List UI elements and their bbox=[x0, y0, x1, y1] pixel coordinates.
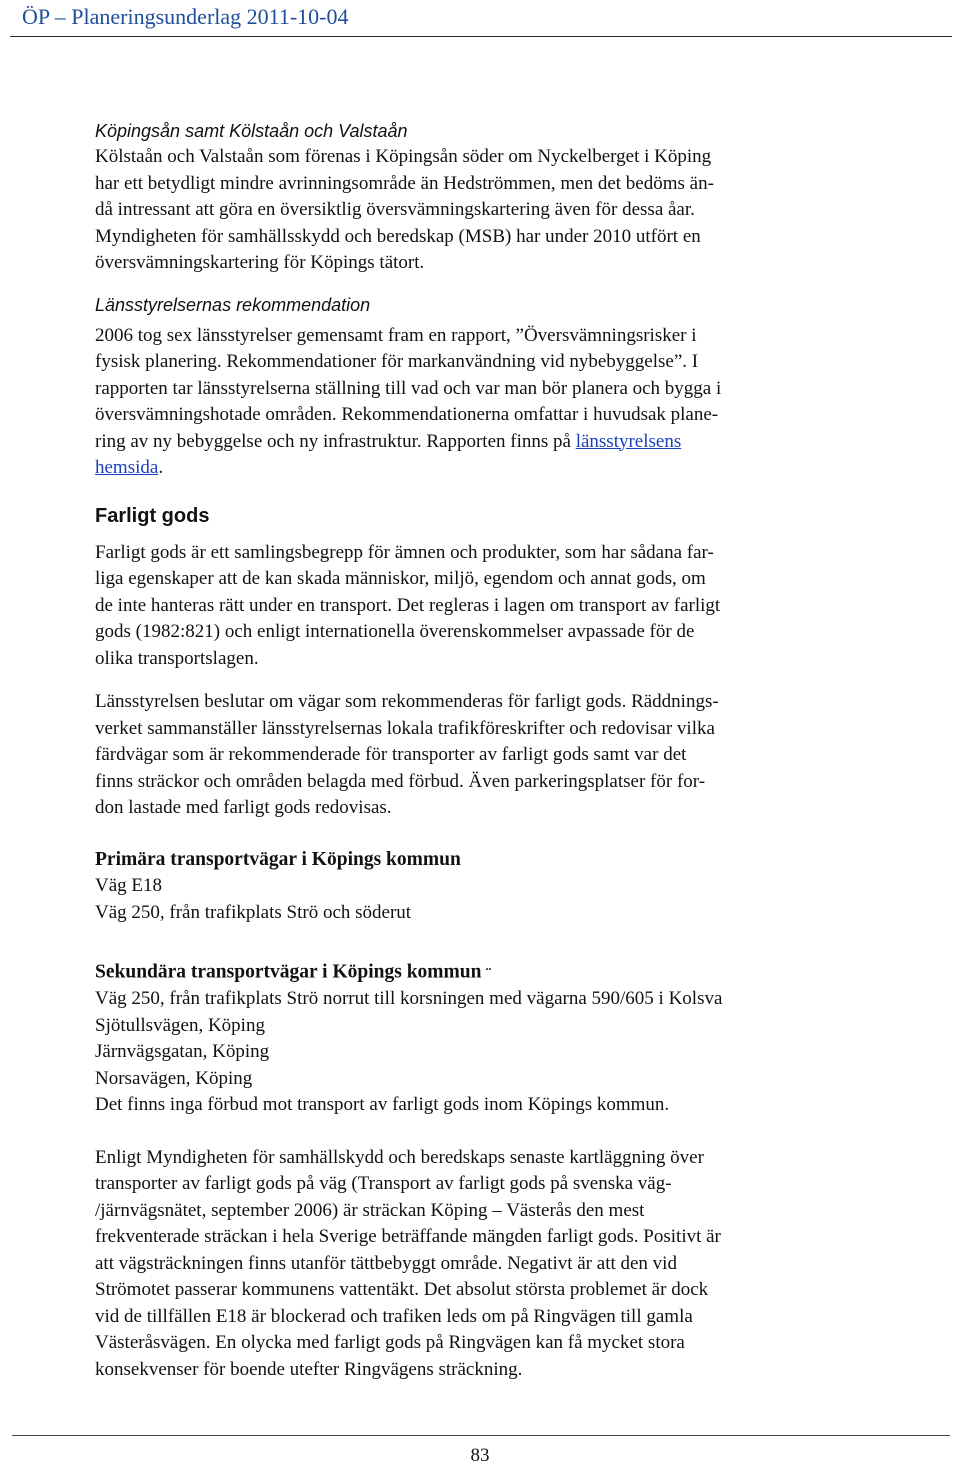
route-item: Sjötullsvägen, Köping bbox=[95, 1014, 265, 1036]
text-line: frekventerade sträckan i hela Sverige beträffande mängden farligt gods. Positivt är bbox=[95, 1226, 721, 1247]
text-line: finns sträckor och områden belagda med förbud. Även parkeringsplatser för for- bbox=[95, 770, 706, 792]
header-divider bbox=[10, 36, 952, 37]
route-item: Norsavägen, Köping bbox=[95, 1067, 253, 1089]
text-line: översvämningshotade områden. Rekommendationerna omfattar i huvudsak plane- bbox=[95, 404, 719, 425]
text-line: Västeråsvägen. En olycka med farligt gods på Ringvägen kan få mycket stora bbox=[95, 1332, 685, 1353]
text-line: verket sammanställer länsstyrelsernas lokala trafikföreskrifter och redovisar vilka bbox=[95, 717, 715, 739]
text-line: vid de tillfällen E18 är blockerad och trafiken leds om på Ringvägen till gamla bbox=[95, 1305, 693, 1327]
text-line: don lastade med farligt gods redovisas. bbox=[95, 797, 392, 818]
primary-routes-heading: Primära transportvägar i Köpings kommun bbox=[95, 848, 461, 870]
page-header bbox=[0, 0, 960, 42]
route-item: Väg 250, från trafikplats Strö norrut till korsningen med vägarna 590/605 i Kolsva bbox=[95, 988, 723, 1009]
text-line: fysisk planering. Rekommendationer för markanvändning vid nybebyggelse”. I bbox=[95, 351, 699, 372]
text-line: Kölstaån och Valstaån som förenas i Köpingsån söder om Nyckelberget i Köping bbox=[95, 146, 712, 167]
page-number: 83 bbox=[470, 1445, 490, 1466]
text-line: rapporten tar länsstyrelserna ställning till vad och var man bör planera och bygga i bbox=[95, 377, 722, 399]
diaeresis-mark: .. bbox=[485, 959, 492, 973]
farligt-gods-paragraph-1 bbox=[95, 540, 865, 673]
section-heading-rekommendation: Länsstyrelsernas rekommendation bbox=[95, 294, 371, 315]
text-line: /järnvägsnätet, september 2006) är sträckan Köping – Västerås den mest bbox=[95, 1199, 645, 1221]
section-heading-farligt-gods: Farligt gods bbox=[95, 504, 210, 527]
farligt-gods-paragraph-2 bbox=[95, 689, 865, 822]
text-line: transporter av farligt gods på väg (Transport av farligt gods på svenska väg- bbox=[95, 1173, 672, 1194]
text-line: liga egenskaper att de kan skada människor, miljö, egendom och annat gods, om bbox=[95, 568, 706, 589]
text-line: konsekvenser för boende utefter Ringvägens sträckning. bbox=[95, 1358, 523, 1380]
section1 bbox=[95, 118, 865, 144]
text-line: olika transportslagen. bbox=[95, 647, 259, 669]
footer-divider bbox=[12, 1435, 950, 1436]
text-line: 2006 tog sex länsstyrelser gemensamt fram en rapport, ”Översvämningsrisker i bbox=[95, 324, 697, 346]
hemsida-link[interactable]: hemsida bbox=[95, 457, 159, 478]
text-line: har ett betydligt mindre avrinningsområde än Hedströmmen, men det bedöms än- bbox=[95, 172, 714, 194]
text-line: då intressant att göra en översiktlig översvämningskartering även för dessa åar. bbox=[95, 199, 695, 220]
text-line: översvämningskartering för Köpings tätort. bbox=[95, 252, 425, 273]
text-span: ring av ny bebyggelse och ny infrastruktur. Rapporten finns på bbox=[95, 430, 576, 452]
text-line: Enligt Myndigheten för samhällskydd och beredskaps senaste kartläggning över bbox=[95, 1146, 704, 1168]
section1-paragraph bbox=[95, 144, 865, 277]
text-line bbox=[95, 429, 865, 456]
route-item: Väg E18 bbox=[95, 875, 163, 896]
final-paragraph bbox=[95, 1145, 865, 1384]
route-item: Väg 250, från trafikplats Strö och söderut bbox=[95, 901, 412, 923]
secondary-routes-heading bbox=[95, 953, 865, 986]
section2-paragraph bbox=[95, 323, 865, 482]
section-heading-kopingsan: Köpingsån samt Kölstaån och Valstaån bbox=[95, 121, 408, 141]
text-line bbox=[95, 455, 865, 482]
text-line: Myndigheten för samhällsskydd och beredskap (MSB) har under 2010 utfört en bbox=[95, 225, 701, 247]
text-span: . bbox=[158, 457, 164, 478]
text-line: gods (1982:821) och enligt internationella överenskommelser avpassade för de bbox=[95, 621, 695, 642]
lansstyrelsen-link[interactable]: länsstyrelsens bbox=[575, 430, 682, 452]
text-line: Farligt gods är ett samlingsbegrepp för ämnen och produkter, som har sådana far- bbox=[95, 541, 714, 563]
text-line: att vägsträckningen finns utanför tättbebyggt område. Negativt är att den vid bbox=[95, 1252, 677, 1274]
text-line: Länsstyrelsen beslutar om vägar som rekommenderas för farligt gods. Räddnings- bbox=[95, 691, 719, 712]
text-line: Strömotet passerar kommunens vattentäkt. Det absolut största problemet är dock bbox=[95, 1279, 709, 1300]
text-line: de inte hanteras rätt under en transport. Det regleras i lagen om transport av farligt bbox=[95, 594, 721, 616]
heading-text: Sekundära transportvägar i Köpings kommun bbox=[95, 961, 482, 983]
document-title: ÖP – Planeringsunderlag 2011-10-04 bbox=[22, 4, 349, 29]
document-body bbox=[95, 118, 865, 1383]
route-note: Det finns inga förbud mot transport av farligt gods inom Köpings kommun. bbox=[95, 1094, 670, 1115]
text-line: färdvägar som är rekommenderade för transporter av farligt gods samt var det bbox=[95, 744, 687, 765]
route-item: Järnvägsgatan, Köping bbox=[95, 1041, 270, 1062]
